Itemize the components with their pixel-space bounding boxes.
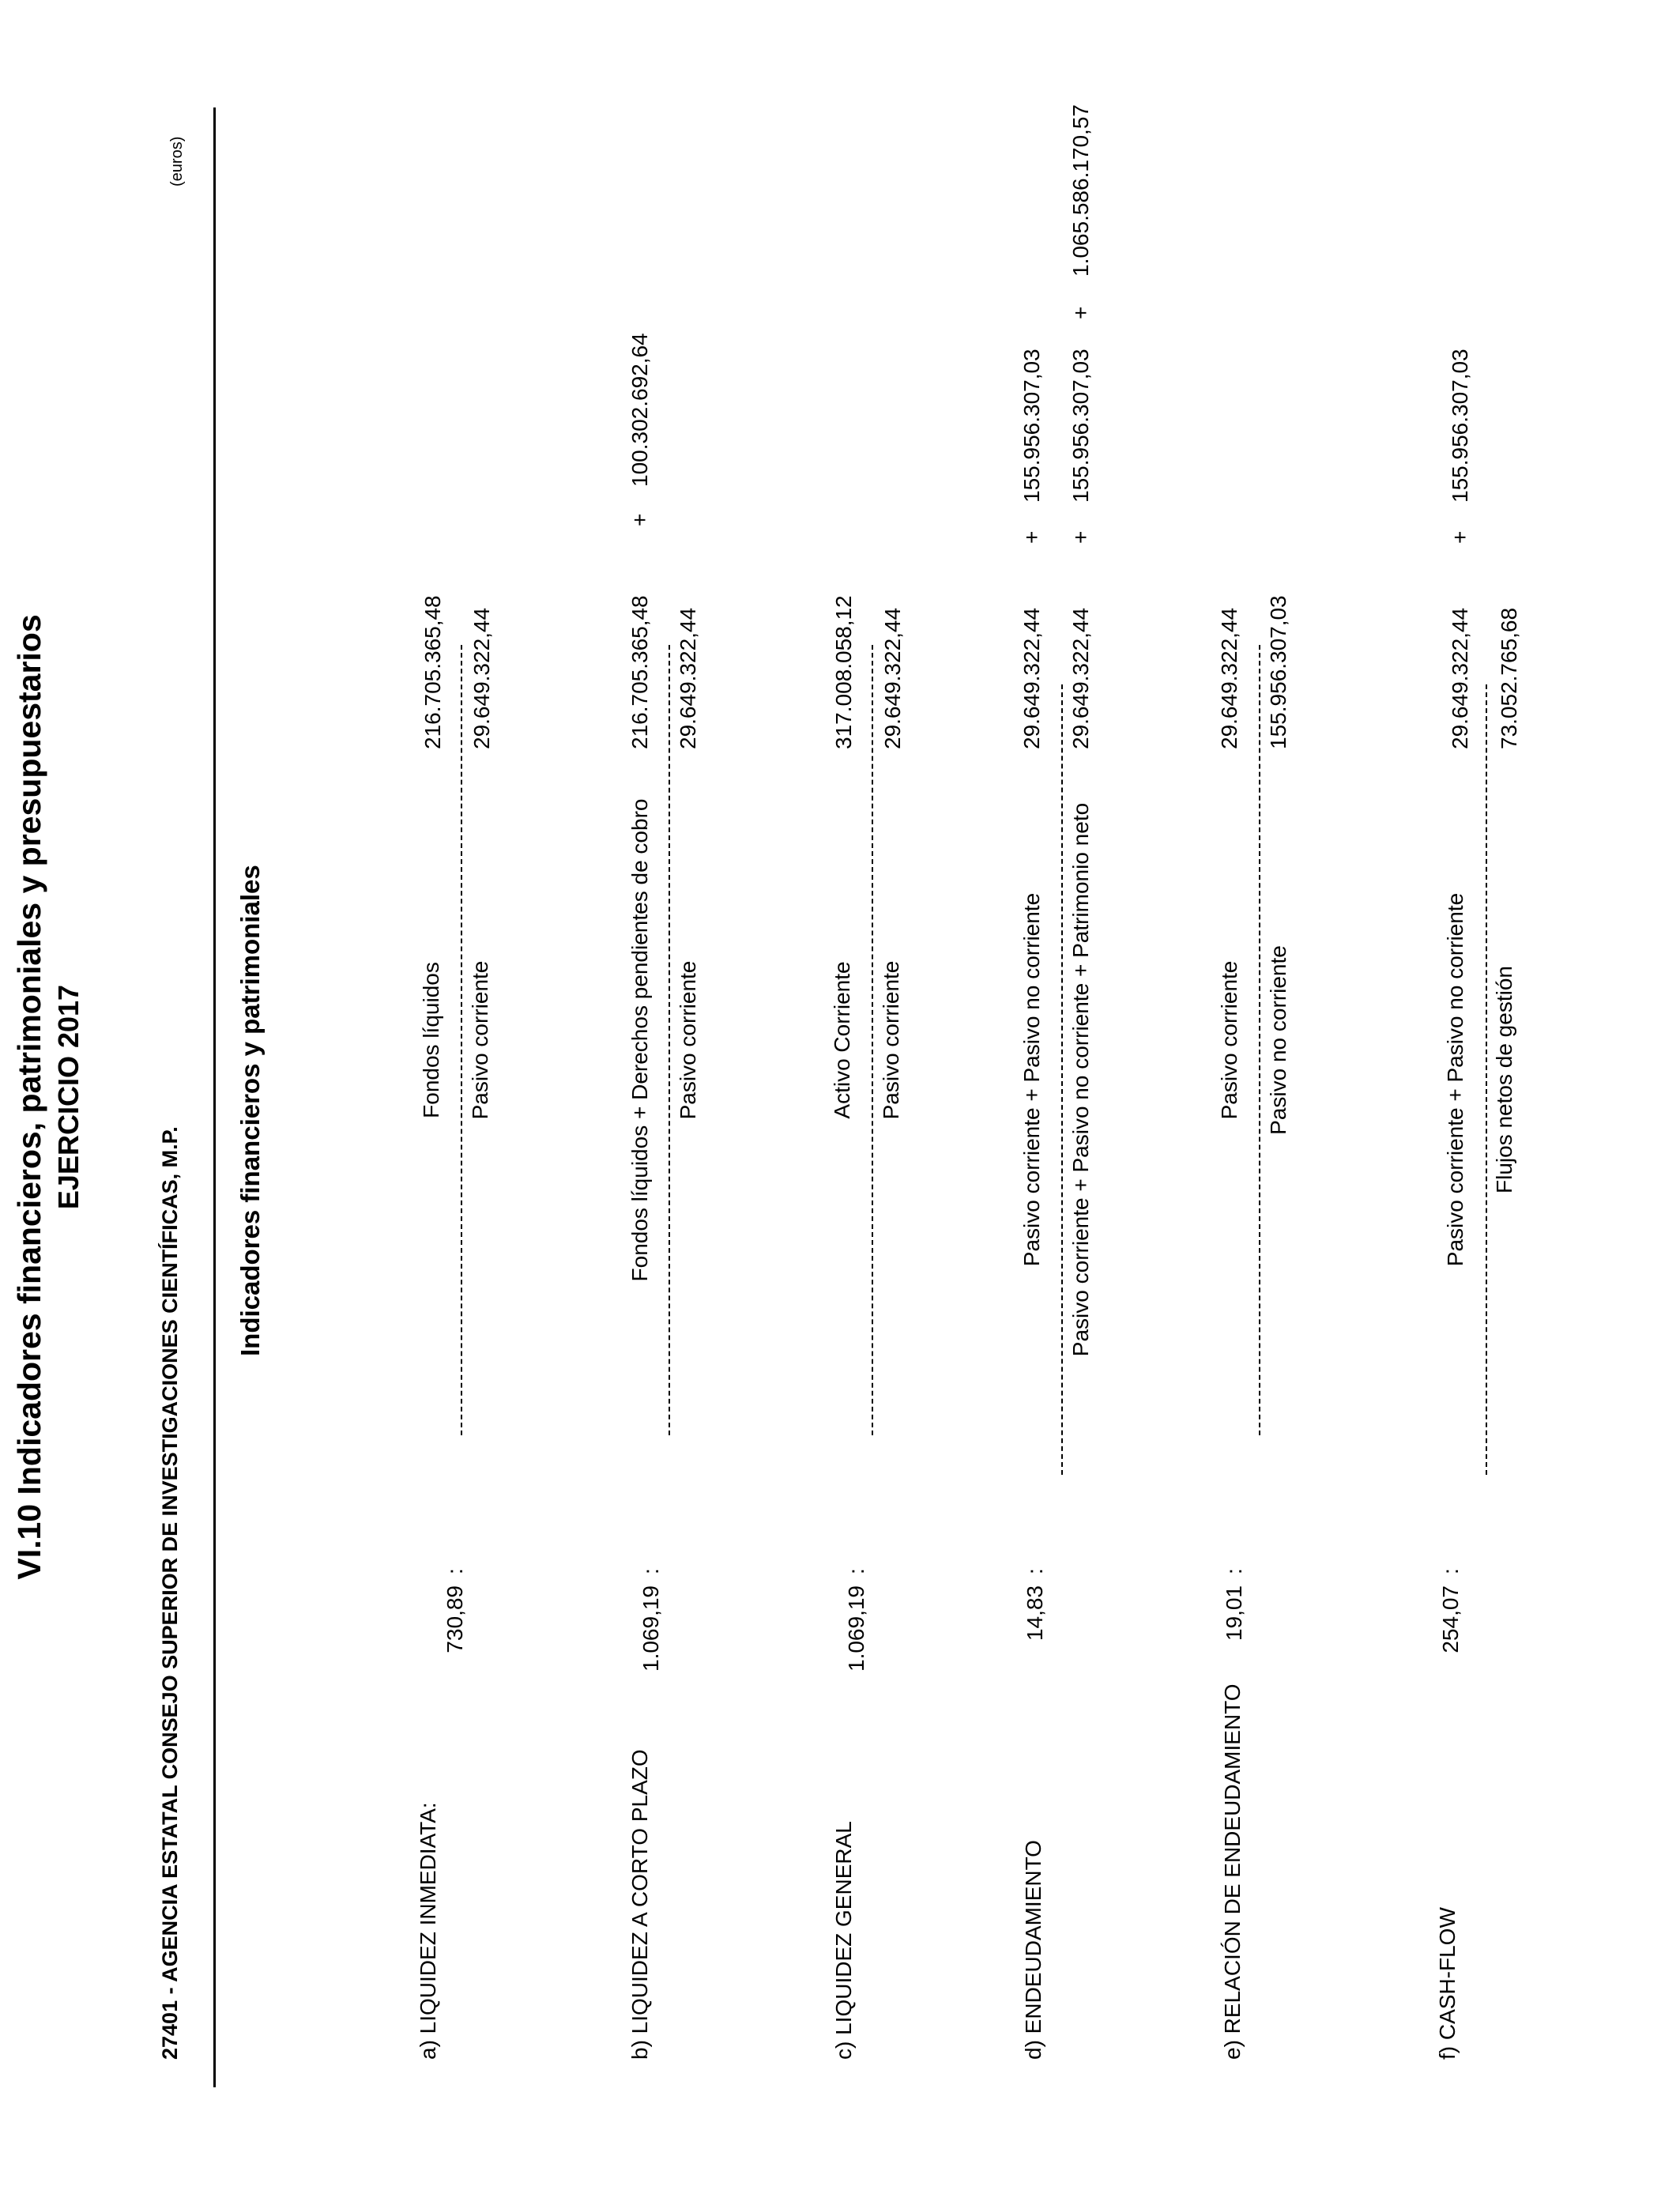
numerator-label: Pasivo corriente + Pasivo no corriente	[1443, 892, 1467, 1267]
numerator-amount: 29.649.322,44	[1019, 607, 1044, 749]
numerator-amount: 29.649.322,44	[1217, 607, 1241, 749]
denominator-label: Pasivo no corriente	[1266, 945, 1290, 1135]
numerator-label: Pasivo corriente + Pasivo no corriente	[1019, 892, 1044, 1267]
indicator-colon: :	[1222, 1568, 1246, 1574]
numerator-label: Activo Corriente	[830, 961, 854, 1119]
fraction-line	[669, 645, 670, 1435]
numerator-amount: 155.956.307,03	[1019, 349, 1044, 503]
page-title: VI.10 Indicadores financieros, patrimoniales y presupuestarios	[11, 614, 47, 1580]
indicator-colon: :	[638, 1568, 663, 1574]
indicator-label: e) RELACIÓN DE ENDEUDAMIENTO	[1220, 1683, 1245, 2060]
header-rule	[213, 107, 216, 2087]
denominator-amount: 29.649.322,44	[676, 607, 700, 749]
indicator-value: 1.069,19	[638, 1585, 663, 1672]
indicator-colon: :	[1023, 1568, 1047, 1574]
plus-sign: +	[1019, 530, 1044, 544]
indicator-colon: :	[1438, 1568, 1463, 1574]
denominator-amount: 73.052.765,68	[1497, 607, 1521, 749]
denominator-label: Pasivo corriente	[468, 960, 492, 1120]
denominator-amount: 29.649.322,44	[1068, 607, 1093, 749]
indicator-value: 730,89	[443, 1585, 467, 1653]
indicator-label: c) LIQUIDEZ GENERAL	[831, 1821, 856, 2060]
plus-sign: +	[1068, 306, 1093, 319]
indicator-value: 254,07	[1438, 1585, 1463, 1653]
numerator-label: Pasivo corriente	[1217, 960, 1241, 1120]
plus-sign: +	[1448, 530, 1472, 544]
indicator-value: 14,83	[1023, 1585, 1047, 1642]
indicator-value: 1.069,19	[844, 1585, 868, 1672]
denominator-label: Flujos netos de gestión	[1492, 966, 1516, 1193]
denominator-amount: 155.956.307,03	[1266, 595, 1290, 749]
indicator-label: a) LIQUIDEZ INMEDIATA:	[416, 1802, 440, 2060]
indicator-colon: :	[443, 1568, 467, 1574]
denominator-amount: 1.065.586.170,57	[1068, 104, 1093, 277]
denominator-label: Pasivo corriente + Pasivo no corriente + Patrimonio neto	[1068, 802, 1093, 1357]
numerator-amount: 216.705.365,48	[420, 595, 445, 749]
units-label: (euros)	[168, 136, 186, 187]
section-title: Indicadores financieros y patrimoniales	[235, 865, 265, 1356]
entity-name: 27401 - AGENCIA ESTATAL CONSEJO SUPERIOR DE INVESTIGACIONES CIENTÍFICAS, M.P.	[158, 1126, 182, 2060]
page-subtitle: EJERCICIO 2017	[52, 984, 85, 1210]
denominator-label: Pasivo corriente	[676, 960, 700, 1120]
numerator-amount: 155.956.307,03	[1448, 349, 1472, 503]
indicator-colon: :	[844, 1568, 868, 1574]
numerator-label: Fondos líquidos	[419, 962, 443, 1118]
indicator-label: b) LIQUIDEZ A CORTO PLAZO	[627, 1749, 652, 2060]
fraction-line	[1486, 684, 1487, 1475]
indicator-label: d) ENDEUDAMIENTO	[1021, 1840, 1045, 2060]
denominator-amount: 29.649.322,44	[880, 607, 905, 749]
numerator-amount: 29.649.322,44	[1448, 607, 1472, 749]
denominator-amount: 29.649.322,44	[469, 607, 494, 749]
numerator-amount: 216.705.365,48	[627, 595, 652, 749]
indicator-label: f) CASH-FLOW	[1435, 1907, 1460, 2060]
denominator-amount: 155.956.307,03	[1068, 349, 1093, 503]
fraction-line	[1061, 684, 1063, 1475]
fraction-line	[872, 645, 873, 1435]
indicator-value: 19,01	[1222, 1585, 1246, 1642]
denominator-label: Pasivo corriente	[879, 960, 903, 1120]
plus-sign: +	[1068, 530, 1093, 544]
fraction-line	[1259, 645, 1260, 1435]
numerator-amount: 100.302.692,64	[627, 333, 652, 487]
plus-sign: +	[627, 513, 652, 526]
numerator-label: Fondos líquidos + Derechos pendientes de cobro	[627, 798, 652, 1282]
fraction-line	[461, 645, 462, 1435]
numerator-amount: 317.008.058,12	[831, 595, 856, 749]
